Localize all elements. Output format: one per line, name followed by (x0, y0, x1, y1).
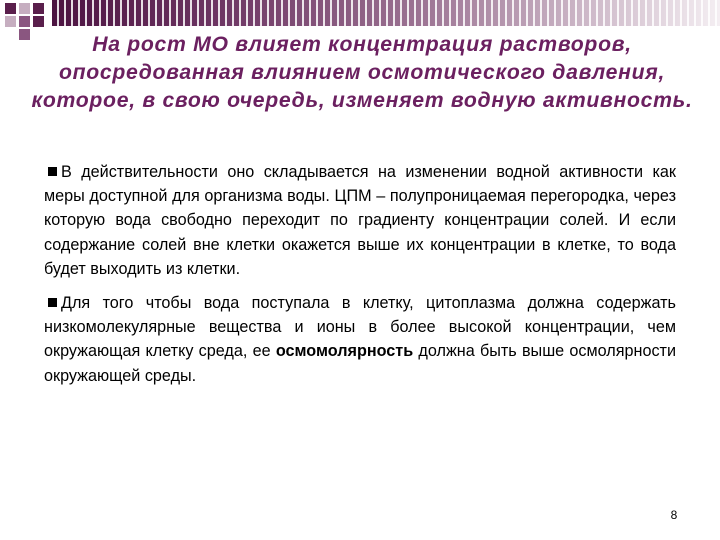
paragraph-text: В действительности оно складывается на изменении водной активности как меры доступной для организма воды. ЦПМ – полупроницаемая перегородка, через которую вода свободно переходит по градиенту концентрации солей. И если содержание солей вне клетки окажется выше их концентрации в клетке, то вода будет выходить из клетки. (44, 163, 676, 278)
square-bullet-icon (48, 298, 57, 307)
bullet-paragraph-1 (44, 160, 676, 281)
deco-square (33, 16, 44, 27)
paragraph-text: должна быть выше осмолярности окружающей среды. (44, 342, 677, 385)
deco-square (19, 16, 30, 27)
emphasized-term: осмомолярность (275, 342, 414, 361)
deco-square (5, 16, 16, 27)
deco-square (33, 3, 44, 14)
square-bullet-icon (48, 167, 57, 176)
bullet-paragraph-2 (44, 291, 676, 388)
page-number: 8 (670, 508, 678, 522)
deco-square (5, 3, 16, 14)
deco-square (19, 29, 30, 40)
slide-body (44, 160, 676, 388)
slide-title: На рост МО влияет концентрация растворов, опосредованная влиянием осмотического давления, которое, в свою очередь, изменяет водную активность. (31, 33, 693, 112)
deco-square (19, 3, 30, 14)
header-stripe-band (52, 0, 720, 26)
paragraph-text: Для того чтобы вода поступала в клетку, цитоплазма должна содержать низкомолекулярные вещества и ионы в более высокой концентрации, чем окружающая клетку среда, ее (44, 294, 676, 361)
